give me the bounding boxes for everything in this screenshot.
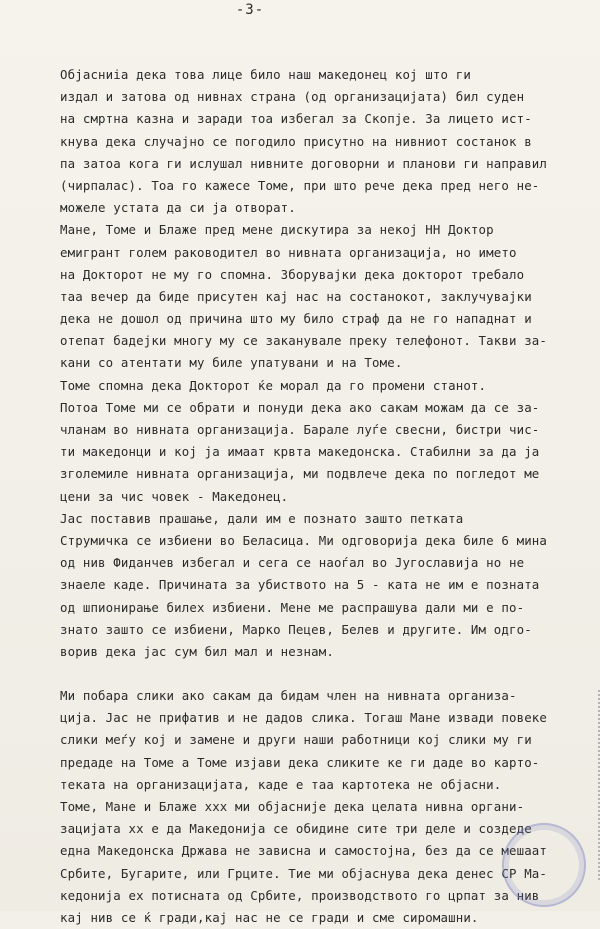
text-line: чланам во нивната организација. Барале луѓе свесни, бистри чис- [60, 422, 540, 437]
text-line: теката на организацијата, каде е таа картотека не објасни. [60, 776, 502, 792]
text-line: кедонија ех потисната од Србите, производството го црпат за нив [60, 887, 540, 903]
text-line: ворив дека јас сум бил мал и незнам. [60, 643, 334, 659]
text-line: Србите, Бугарите, или Грците. Тие ми објаснува дека денес СР Ма- [60, 865, 548, 881]
text-line: Јас поставив прашање, дали им е познато зашто петката [60, 510, 464, 526]
text-line: знато зашто се избиени, Марко Пецев, Белев и другите. Им одго- [60, 621, 532, 637]
text-line: кнува дека случајно се погодило присутно на нивниот состанок в [60, 133, 532, 149]
text-line: Томе спомна дека Докторот ќе морал да го промени станот. [60, 377, 487, 393]
text-line: ти македонци и кој ја имаат крвта македонска. Стабилни за да ја [60, 444, 540, 460]
text-line: ција. Јас не прифатив и не дадов слика. Тогаш Мане извади повеке [60, 710, 548, 726]
text-line: дека не дошол од причина што му било страф да не го нападнат и [60, 311, 532, 327]
text-line: цени за чис човек - Македонец. [60, 488, 289, 504]
text-line: кај нив се ќ гради,кај нас не се гради и сме сиромашни. [60, 909, 479, 925]
text-line: Мане, Томе и Блаже пред мене дискутира за некој НН Доктор [60, 222, 494, 238]
paragraph-gap [60, 663, 580, 685]
text-line: па затоа кога ги ислушал нивните договорни и планови ги направил [60, 155, 548, 171]
paragraph [60, 219, 580, 374]
text-line: од шпионирање билех избиени. Мене ме распрашува дали ми е по- [60, 599, 525, 615]
text-line: на смртна казна и заради тоа избегал за Скопје. За лицето ист- [60, 111, 532, 127]
text-line: кани со атентати му биле упатувани и на Томе. [60, 355, 403, 371]
text-line: емигрант голем раководител во нивната организација, но името [60, 244, 517, 260]
text-line: предаде на Томе а Томе изјави дека сликите ке ги даде во карто- [60, 754, 540, 770]
text-line: зголемиле нивната организација, ми подвлече дека по погледот ме [60, 466, 540, 482]
text-line: од нив Фиданчев избегал и сега се наоѓал во Југославија но не [60, 555, 525, 571]
ink-stamp [502, 823, 586, 907]
text-line: Ми побара слики ако сакам да бидам член на нивната организа- [60, 688, 517, 704]
text-line: на Докторот не му го спомна. Зборувајки дека докторот требало [60, 266, 525, 282]
page-edge-marks [588, 690, 600, 880]
text-line: отепат бадејки многу му се заканувале преку телефонот. Такви за- [60, 333, 548, 349]
text-line: (чирпалас). Тоа го кажесе Томе, при што рече дека пред него не- [60, 177, 540, 193]
text-line: знаеле каде. Причината за убиството на 5 - ката не им е позната [60, 577, 540, 593]
paragraph [60, 508, 580, 663]
text-line: таа вечер да биде присутен кај нас на состанокот, заклучувајки [60, 288, 532, 304]
text-line: можеле устата да си ја отворат. [60, 200, 296, 216]
text-line: слики меѓу кој и замене и други наши работници кој слики му ги [60, 732, 532, 748]
text-line: Томе, Мане и Блаже ххх ми објасније дека целата нивна органи- [60, 799, 525, 814]
text-line: Потоа Томе ми се обрати и понуди дека ако сакам можам да се за- [60, 399, 540, 415]
text-line: една Македонска Држава не зависна и самостојна, без да се мешаат [60, 843, 548, 859]
text-line: Објасниіа дека това лице било наш македонец кој што ги [60, 67, 471, 82]
paragraph [60, 64, 580, 219]
text-line: издал и затова од нивнах страна (од организацијата) бил суден [60, 89, 525, 105]
text-line: зацијата хх е да Македонија се обидине сите три деле и создеде [60, 821, 532, 837]
text-line: Струмичка се избиени во Беласица. Ми одговорија дека биле 6 мина [60, 532, 548, 548]
page-number: -3- [235, 2, 265, 18]
document-body [60, 64, 580, 929]
paragraph [60, 685, 580, 796]
paragraph [60, 375, 580, 508]
